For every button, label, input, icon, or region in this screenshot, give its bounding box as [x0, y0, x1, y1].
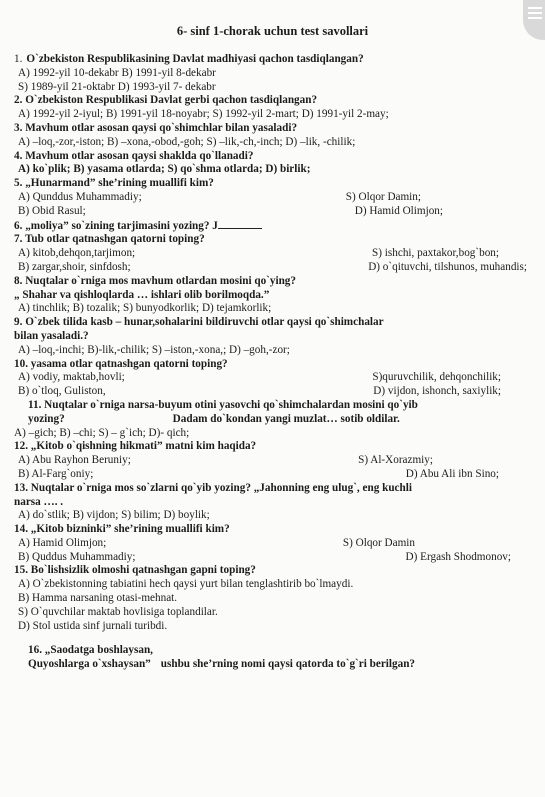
answer-row: [14, 261, 531, 275]
question-7: 7. Tub otlar qatnashgan qatorni toping?: [14, 233, 205, 246]
answer-option: B) Al-Farg`oniy;: [18, 467, 94, 480]
answer-line: A) tinchlik; B) tozalik; S) bunyodkorlik; D) tejamkorlik;: [18, 302, 272, 315]
answer-line: A) –loq,-inchi; B)-lik,-chilik; S) –iston,-xona,; D) –goh,-zor;: [18, 343, 290, 356]
answer-line: B) Hamma narsaning otasi-mehnat.: [18, 592, 178, 605]
answer-row: [14, 385, 531, 399]
answer-row: [14, 551, 531, 565]
answer-row: [14, 371, 531, 385]
question-text: yozing?: [28, 412, 65, 425]
test-content: [14, 53, 531, 672]
answer-option: B) Obid Rasul;: [18, 204, 86, 217]
answer-option: B) o`tloq, Guliston,: [18, 385, 106, 398]
answer-line: S) O`quvchilar maktab hovlisiga toplandilar.: [18, 605, 218, 618]
question-9-cont: bilan yasaladi.?: [14, 329, 89, 342]
answer-row: [14, 537, 531, 551]
page-title: 6- sinf 1-chorak uchun test savollari: [176, 24, 369, 38]
answer-option: D) Abu Ali ibn Sino;: [405, 467, 499, 480]
answer-option: S)quruvchilik, dehqonchilik;: [372, 371, 501, 384]
answer-line: A) –gich; B) –chi; S) – g`ich; D)- qich;: [14, 426, 190, 439]
question-3: 3. Mavhum otlar asosan qaysi qo`shimchlar bilan yasaladi?: [14, 121, 298, 134]
question-2: 2. O`zbekiston Respublikasi Davlat gerbi qachon tasdiqlangan?: [14, 94, 318, 107]
answer-option: S) ishchi, paxtakor,bog`bon;: [372, 247, 499, 260]
question-8-sentence: „ Shahar va qishloqlarda … ishlari olib borilmoqda.”: [14, 288, 270, 301]
answer-option: A) Abu Rayhon Beruniy;: [18, 454, 131, 467]
answer-line: A) do`stlik; B) vijdon; S) bilim; D) boylik;: [18, 509, 210, 522]
answer-option: B) Quddus Muhammadiy;: [18, 550, 136, 563]
question-16: 16. „Saodatga boshlaysan,: [28, 644, 153, 657]
answer-row: [14, 468, 531, 482]
answer-line: A) 1992-yil 2-iyul; B) 1991-yil 18-noyabr; S) 1992-yil 2-mart; D) 1991-yil 2-may;: [18, 108, 389, 121]
answer-row: [14, 205, 531, 219]
answer-option: A) Qunddus Muhammadiy;: [18, 190, 142, 203]
answer-line: A) 1992-yil 10-dekabr B) 1991-yil 8-dekabr: [18, 66, 216, 79]
answer-option: D) Ergash Shodmonov;: [405, 550, 511, 563]
answer-row: [14, 454, 531, 468]
answer-blank[interactable]: [218, 219, 262, 229]
answer-option: S) Al-Xorazmiy;: [358, 454, 433, 467]
answer-option: A) Hamid Olimjon;: [18, 536, 107, 549]
answer-option: A) kitob,dehqon,tarjimon;: [18, 247, 136, 260]
answer-option: B) zargar,shoir, sinfdosh;: [18, 260, 131, 273]
question-9: 9. O`zbek tilida kasb – hunar,sohalarini bildiruvchi otlar qaysi qo`shimchalar: [14, 316, 384, 329]
answer-line: A) O`zbekistonning tabiatini hech qaysi yurt bilan tenglashtirib bo`lmaydi.: [18, 578, 354, 591]
question-6: [14, 219, 531, 234]
question-number: 1.: [14, 53, 23, 65]
answer-row: [14, 247, 531, 261]
answer-option: A) vodiy, maktab,hovli;: [18, 371, 125, 384]
question-sentence: ushbu she’rning nomi qaysi qatorda to`g`ri berilgan?: [160, 658, 416, 671]
question-15: 15. Bo`lishsizlik olmoshi qatnashgan gapni toping?: [14, 564, 256, 577]
answer-line: D) Stol ustida sinf jurnali turibdi.: [18, 619, 168, 632]
question-text: 6. „moliya” so`zining tarjimasini yozing? J: [14, 219, 218, 232]
question-4: 4. Mavhum otlar asosan qaysi shaklda qo`llanadi?: [14, 149, 254, 162]
question-14: 14. „Kitob bizninki” she’rining muallifi kim?: [14, 523, 230, 536]
question-12: 12. „Kitob o`qishning hikmati” matni kim haqida?: [14, 440, 257, 453]
answer-option: D) Hamid Olimjon;: [354, 204, 443, 217]
question-13-cont: narsa …. .: [14, 495, 64, 508]
question-11-cont: [14, 413, 531, 427]
answer-option: D) vijdon, ishonch, saxiylik;: [373, 385, 501, 398]
question-16-cont: [14, 658, 531, 672]
question-10: 10. yasama otlar qatnashgan qatorni toping?: [14, 357, 228, 370]
question-text: O`zbekiston Respublikasining Davlat madhiyasi qachon tasdiqlangan?: [26, 53, 364, 65]
answer-option: S) Olqor Damin;: [345, 190, 421, 203]
question-1: [14, 53, 531, 67]
answer-option: D) o`qituvchi, tilshunos, muhandis;: [368, 260, 527, 273]
answer-line: A) ko`plik; B) yasama otlarda; S) qo`shma otlarda; D) birlik;: [18, 163, 311, 176]
question-8: 8. Nuqtalar o`rniga mos mavhum otlardan mosini qo`ying?: [14, 274, 296, 287]
question-5: 5. „Hunarmand” she’rining muallifi kim?: [14, 177, 214, 190]
question-11: 11. Nuqtalar o`rniga narsa-buyum otini yasovchi qo`shimchalardan mosini qo`yib: [28, 398, 418, 411]
question-text: Quyoshlarga o`xshaysan”: [28, 658, 151, 671]
answer-row: [14, 191, 531, 205]
answer-line: S) 1989-yil 21-oktabr D) 1993-yil 7- dekabr: [18, 80, 216, 93]
question-13: 13. Nuqtalar o`rniga mos so`zlarni qo`yib yozing? „Jahonning eng ulug`, eng kuchli: [14, 481, 412, 494]
question-sentence: Dadam do`kondan yangi muzlat… sotib oldilar.: [172, 412, 400, 425]
menu-icon: [528, 7, 542, 19]
answer-option: S) Olqor Damin: [342, 536, 415, 549]
answer-line: A) –loq,-zor,-iston; B) –xona,-obod,-goh; S) –lik,-ch,-inch; D) –lik, -chilik;: [18, 135, 356, 148]
